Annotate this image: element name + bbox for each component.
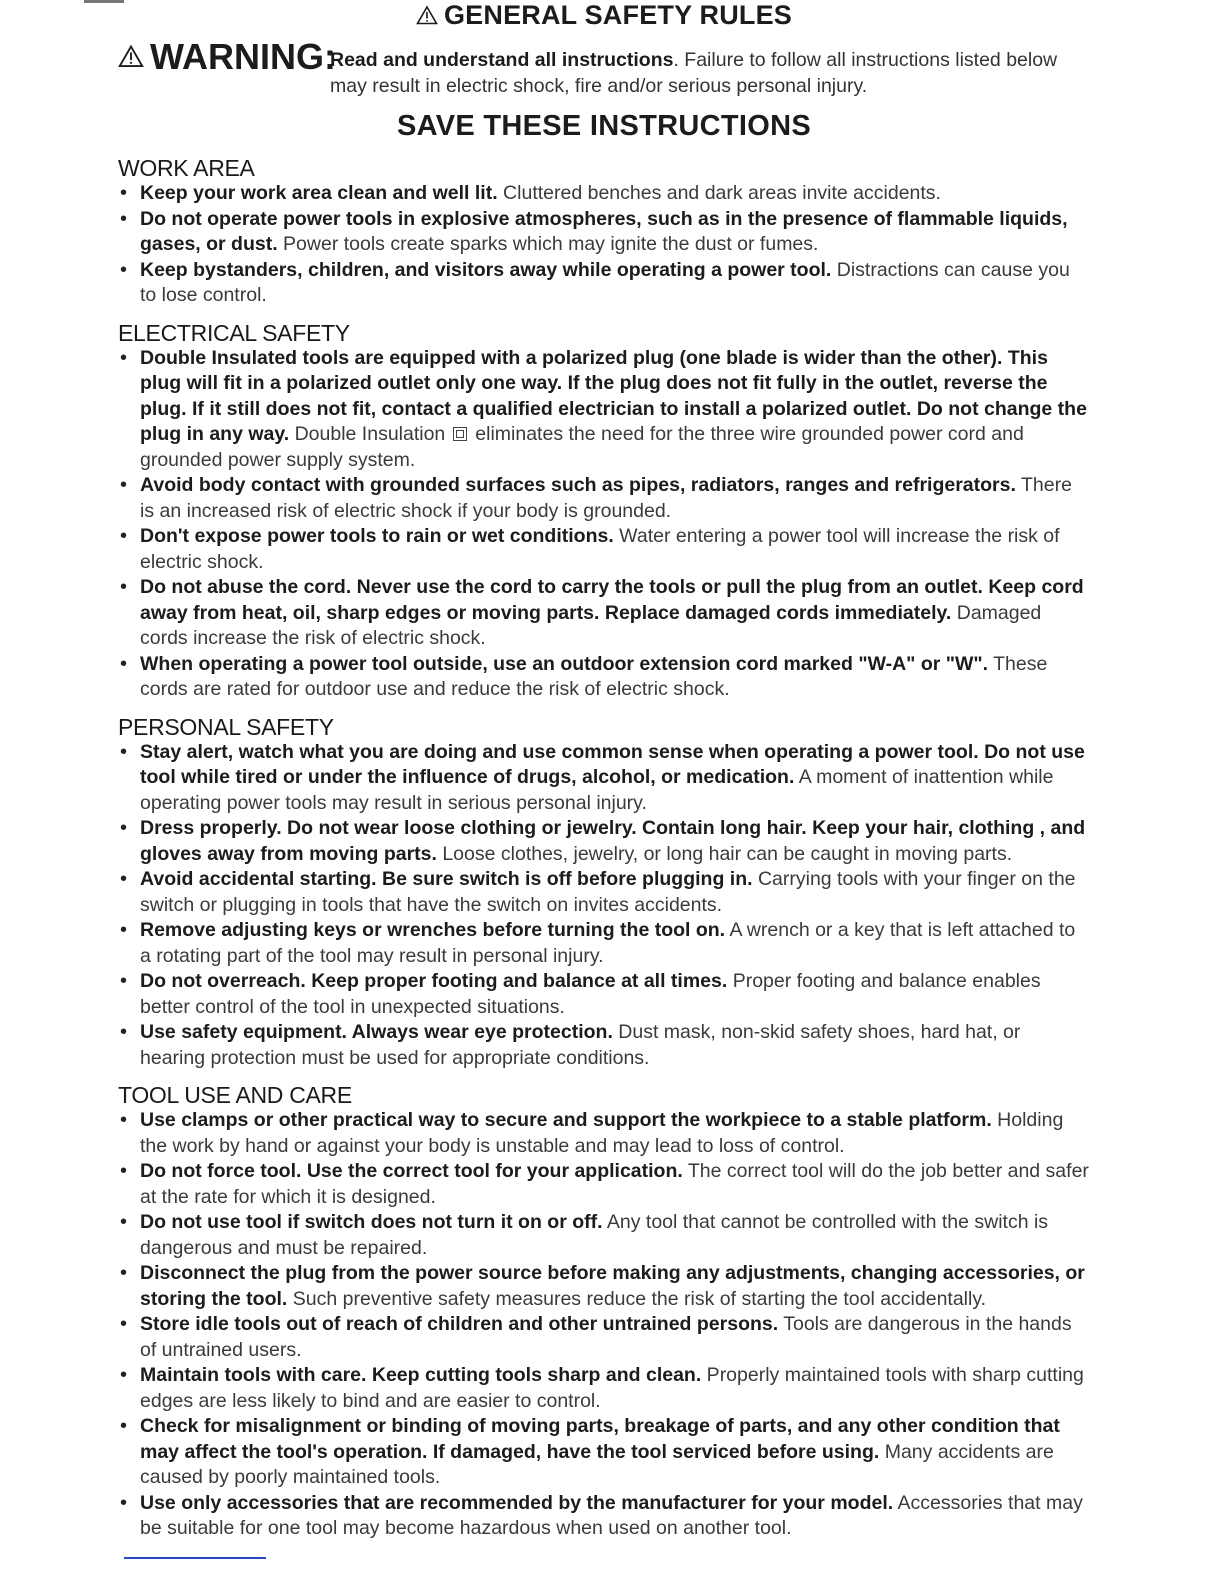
rule-text: Carrying tools with your finger on the switch or plugging in tools that have the switch on invites accidents.	[140, 868, 1076, 916]
rule-text: Many accidents are caused by poorly maintained tools.	[140, 1440, 1054, 1488]
rule-text: Proper footing and balance enables better control of the tool in unexpected situations.	[140, 970, 1041, 1018]
rule-bold: Maintain tools with care. Keep cutting tools sharp and clean.	[140, 1364, 702, 1386]
rule-bold: Use clamps or other practical way to secure and support the workpiece to a stable platform.	[140, 1109, 992, 1131]
rule-text: A moment of inattention while operating power tools may result in serious personal injury.	[140, 766, 1054, 814]
rule-text: eliminates the need for the three wire grounded power cord and grounded power supply system.	[140, 423, 1024, 471]
warning-triangle-icon	[416, 5, 438, 25]
list-item	[118, 181, 1090, 207]
rule-bold: Disconnect the plug from the power source before making any adjustments, changing accessories, or storing the tool.	[140, 1262, 1085, 1310]
list-item	[118, 258, 1090, 309]
section-heading-electrical-safety: ELECTRICAL SAFETY	[118, 319, 350, 346]
warning-label: WARNING:	[150, 36, 336, 77]
rule-bold: Store idle tools out of reach of children and other untrained persons.	[140, 1313, 779, 1335]
save-instructions-heading: SAVE THESE INSTRUCTIONS	[396, 110, 812, 142]
tool-use-list	[118, 1108, 1090, 1542]
warning-triangle-icon	[118, 44, 144, 68]
rule-bold: Do not overreach. Keep proper footing and balance at all times.	[140, 970, 728, 992]
rule-text: Dust mask, non-skid safety shoes, hard hat, or hearing protection must be used for appropriate conditions.	[140, 1021, 1021, 1069]
list-item	[118, 1414, 1090, 1491]
rule-text: Damaged cords increase the risk of electric shock.	[140, 601, 1042, 649]
list-item	[118, 473, 1090, 524]
rule-text: Cluttered benches and dark areas invite accidents.	[497, 182, 941, 204]
section-heading-tool-use-and-care: TOOL USE AND CARE	[118, 1082, 352, 1108]
rule-text: Tools are dangerous in the hands of untrained users.	[140, 1313, 1072, 1361]
rule-bold: Do not operate power tools in explosive atmospheres, such as in the presence of flammable liquids, gases, or dust.	[140, 207, 1068, 255]
rule-bold: Dress properly. Do not wear loose clothing or jewelry. Contain long hair. Keep your hair, clothing , and gloves away from moving parts.	[140, 817, 1086, 865]
title-text: GENERAL SAFETY RULES	[443, 0, 793, 30]
list-item	[118, 816, 1090, 867]
list-item	[118, 1108, 1090, 1159]
section-heading-work-area: WORK AREA	[118, 155, 255, 181]
rule-text: Distractions can cause you to lose control.	[140, 258, 1070, 306]
work-area-list	[118, 181, 1090, 309]
list-item	[118, 867, 1090, 918]
rule-bold: Do not force tool. Use the correct tool for your application.	[140, 1160, 683, 1182]
rule-bold: Do not abuse the cord. Never use the cord to carry the tools or pull the plug from an outlet. Keep cord away from heat, oil, sharp edges or moving parts. Replace damaged cords immediately.	[140, 576, 1084, 624]
rule-text: Any tool that cannot be controlled with the switch is dangerous and must be repaired.	[140, 1211, 1049, 1259]
rule-bold: Avoid body contact with grounded surfaces such as pipes, radiators, ranges and refrigerators.	[140, 474, 1016, 496]
section-heading-personal-safety: PERSONAL SAFETY	[118, 713, 334, 740]
warning-block	[118, 36, 1090, 97]
rule-text: Loose clothes, jewelry, or long hair can be caught in moving parts.	[436, 842, 1013, 865]
footer-rule	[124, 1557, 266, 1559]
safety-rules-page	[118, 0, 1090, 1542]
rule-text: These cords are rated for outdoor use and reduce the risk of electric shock.	[140, 652, 1048, 700]
rule-bold: Remove adjusting keys or wrenches before turning the tool on.	[140, 919, 726, 941]
rule-text: Power tools create sparks which may ignite the dust or fumes.	[277, 233, 819, 255]
list-item	[118, 1491, 1090, 1542]
list-item	[118, 346, 1090, 474]
rule-bold: Double Insulated tools are equipped with a polarized plug (one blade is wider than the other). This plug will fit in a polarized outlet only one way. If the plug does not fit fully in the outlet, reverse the plug. If it still does not fit, contact a qualified electrician to install a polarized outlet. Do not change the plug in any way.	[140, 346, 1087, 445]
warning-bold-text: Read and understand all instructions	[330, 49, 674, 71]
rule-text: Properly maintained tools with sharp cutting edges are less likely to bind and are easier to control.	[140, 1364, 1084, 1412]
list-item	[118, 740, 1090, 817]
list-item	[118, 1210, 1090, 1261]
rule-bold: Use only accessories that are recommended by the manufacturer for your model.	[140, 1491, 894, 1514]
rule-bold: Check for misalignment or binding of moving parts, breakage of parts, and any other condition that may affect the tool's operation. If damaged, have the tool serviced before using.	[140, 1415, 1060, 1463]
rule-bold: Keep your work area clean and well lit.	[140, 182, 498, 204]
rule-text: Holding the work by hand or against your body is unstable and may lead to loss of control.	[140, 1109, 1064, 1157]
warning-rest-text: . Failure to follow all instructions listed below may result in electric shock, fire and/or serious personal injury.	[330, 49, 1058, 97]
rule-bold: Stay alert, watch what you are doing and use common sense when operating a power tool. Do not use tool while tired or under the influence of drugs, alcohol, or medication.	[140, 740, 1085, 788]
rule-bold: Avoid accidental starting. Be sure switch is off before plugging in.	[140, 868, 753, 890]
list-item	[118, 969, 1090, 1020]
list-item	[118, 207, 1090, 258]
electrical-safety-list	[118, 346, 1090, 703]
rule-text: Such preventive safety measures reduce the risk of starting the tool accidentally.	[287, 1287, 987, 1310]
list-item	[118, 1363, 1090, 1414]
rule-bold: When operating a power tool outside, use an outdoor extension cord marked "W-A" or "W".	[140, 652, 989, 675]
rule-bold: Don't expose power tools to rain or wet conditions.	[140, 525, 614, 547]
rule-bold: Keep bystanders, children, and visitors away while operating a power tool.	[140, 258, 832, 281]
warning-text	[330, 47, 1060, 99]
rule-text: Double Insulation	[289, 423, 446, 445]
list-item	[118, 1312, 1090, 1363]
personal-safety-list	[118, 740, 1090, 1072]
warning-heading	[118, 36, 336, 77]
rule-text: Accessories that may be suitable for one tool may become hazardous when used on another tool.	[140, 1491, 1083, 1539]
double-insulation-icon	[453, 427, 467, 441]
rule-text: There is an increased risk of electric shock if your body is grounded.	[140, 474, 1072, 522]
rule-text: A wrench or a key that is left attached to a rotating part of the tool may result in personal injury.	[140, 919, 1076, 967]
list-item	[118, 1020, 1090, 1071]
list-item	[118, 1261, 1090, 1312]
list-item	[118, 524, 1090, 575]
list-item	[118, 1159, 1090, 1210]
rule-bold: Do not use tool if switch does not turn it on or off.	[140, 1211, 603, 1233]
list-item	[118, 918, 1090, 969]
list-item	[118, 652, 1090, 703]
list-item	[118, 575, 1090, 652]
page-title	[118, 0, 1090, 31]
rule-bold: Use safety equipment. Always wear eye protection.	[140, 1021, 613, 1043]
rule-text: The correct tool will do the job better and safer at the rate for which it is designed.	[140, 1160, 1089, 1208]
rule-text: Water entering a power tool will increase the risk of electric shock.	[140, 525, 1060, 573]
